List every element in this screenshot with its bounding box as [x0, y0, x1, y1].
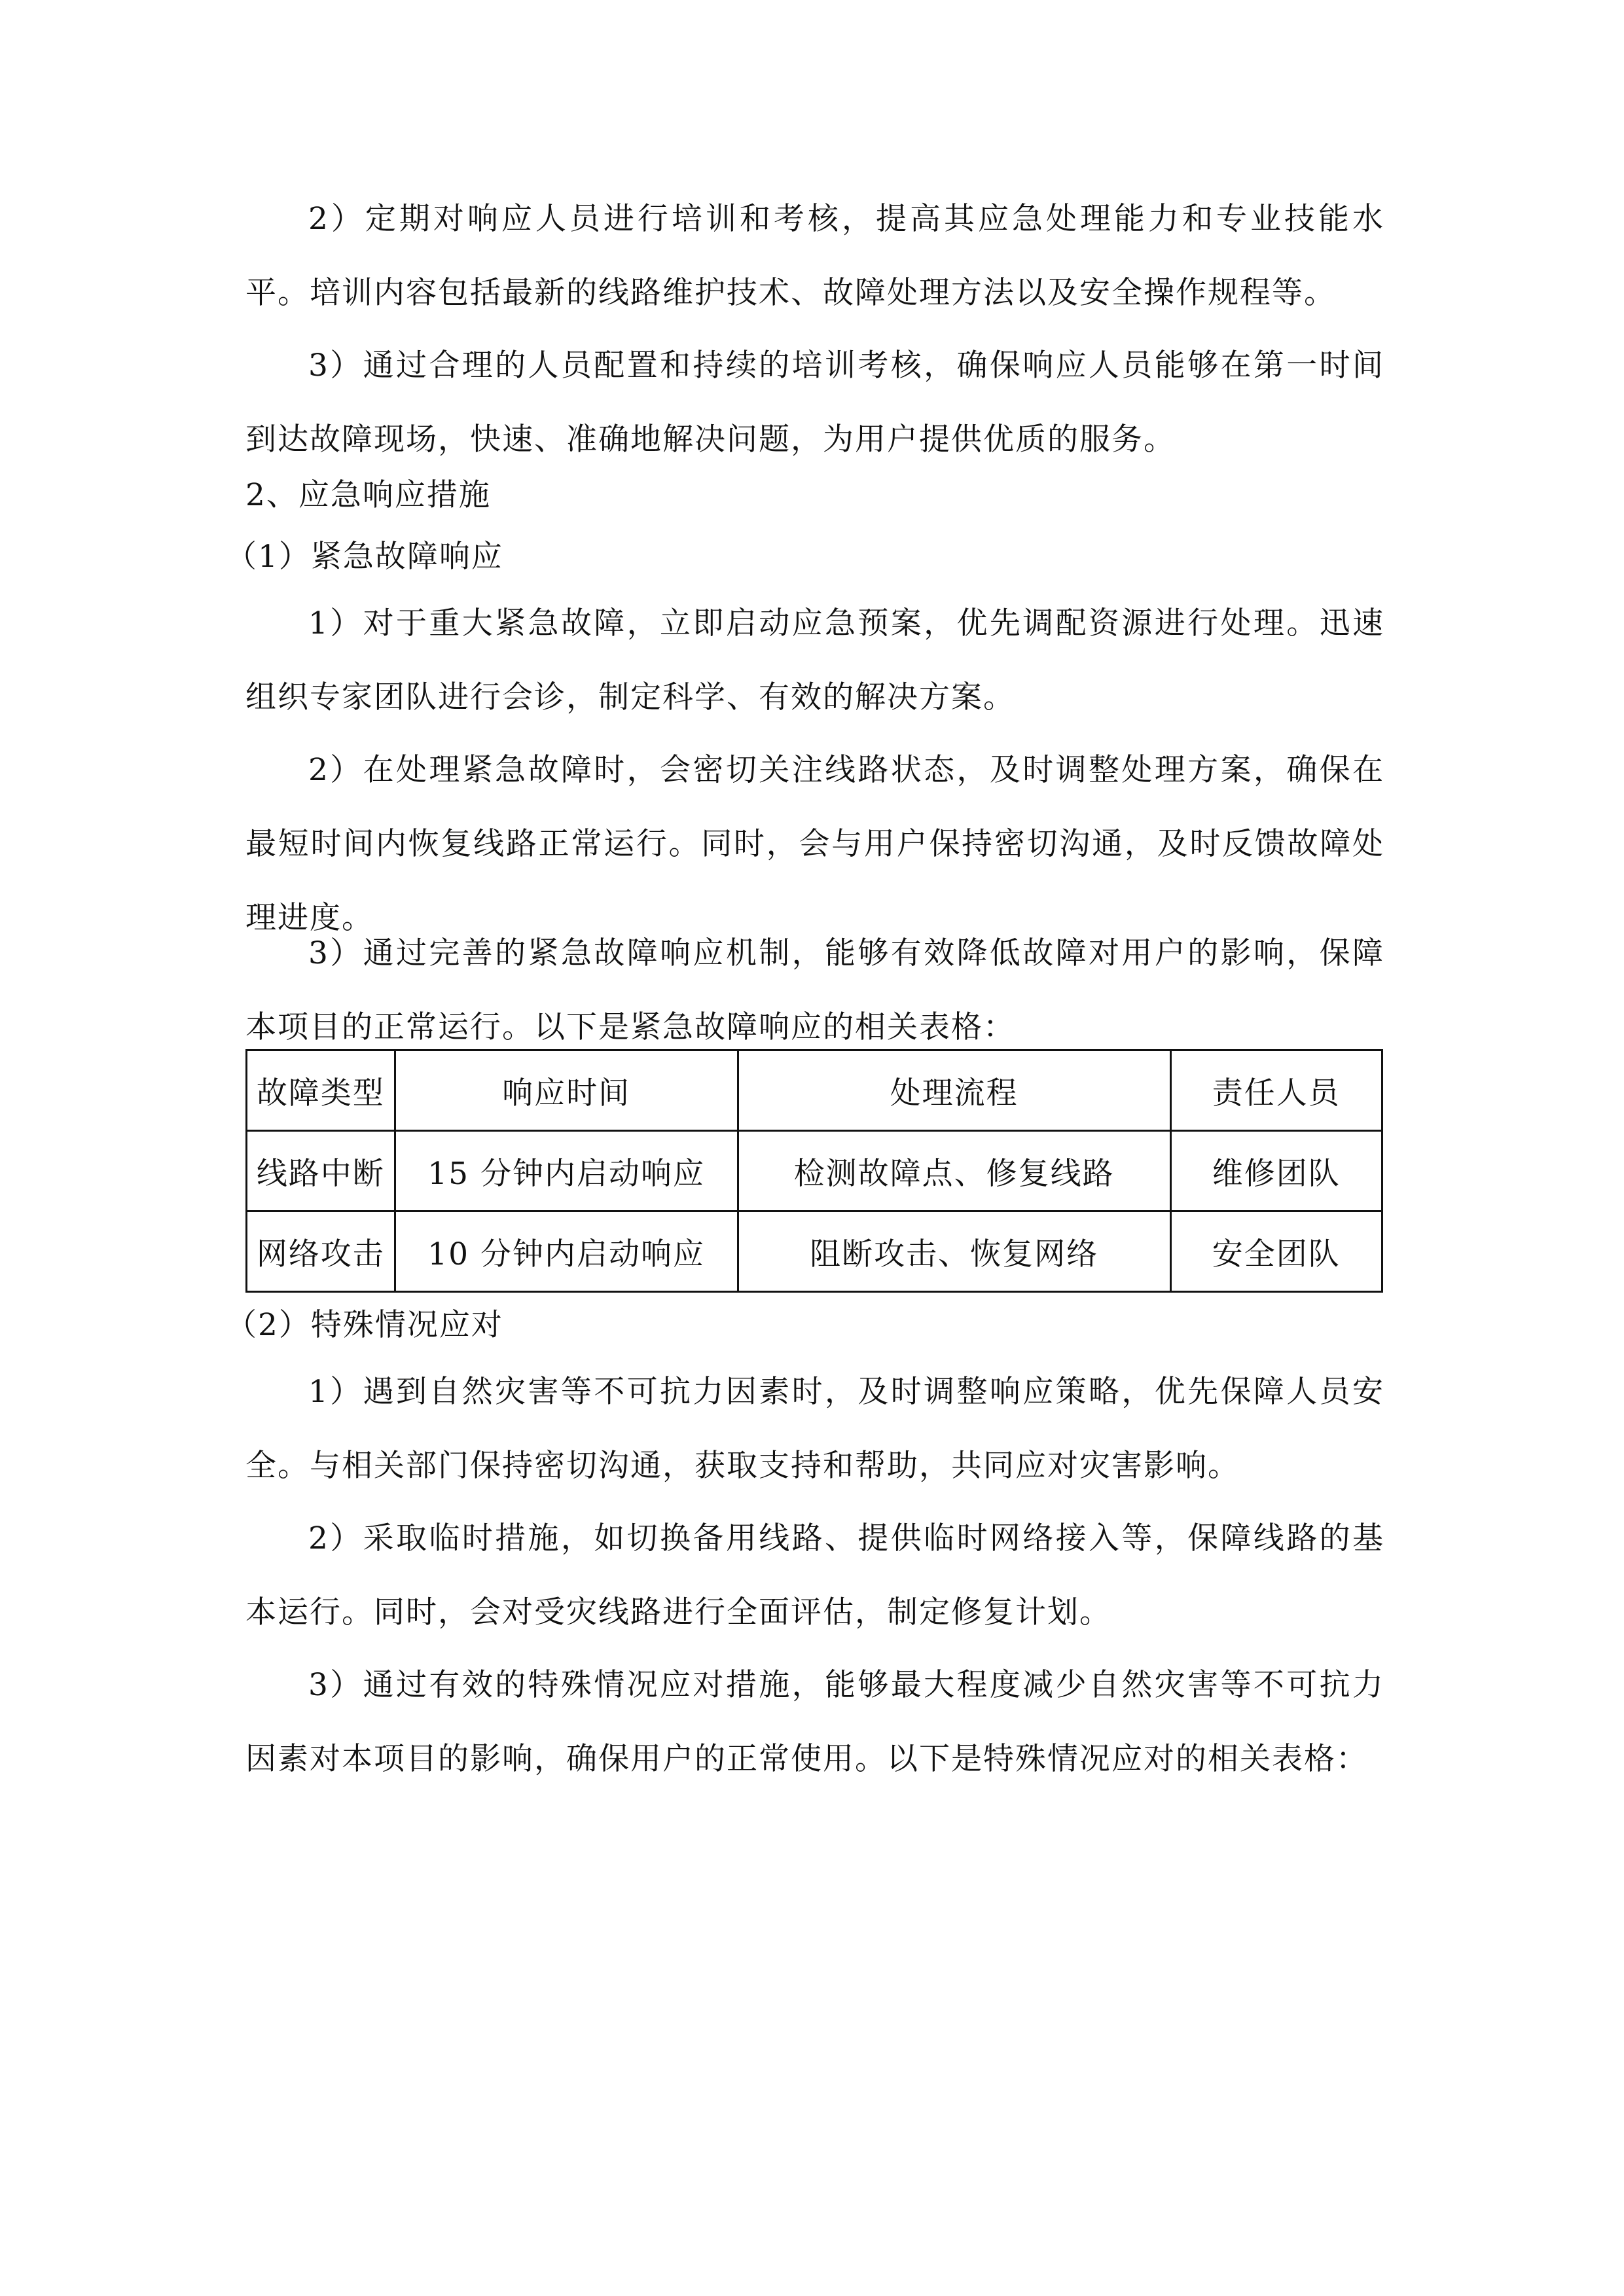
table-cell: 安全团队 — [1170, 1211, 1382, 1292]
table-cell: 15 分钟内启动响应 — [395, 1131, 738, 1211]
paragraph-emergency-2: 2）在处理紧急故障时，会密切关注线路状态，及时调整处理方案，确保在最短时间内恢复线路正常运行。同时，会与用户保持密切沟通，及时反馈故障处理进度。 — [245, 752, 1384, 936]
table-cell: 网络攻击 — [247, 1211, 395, 1292]
subsection-heading-emergency: （1）紧急故障响应 — [226, 539, 503, 575]
paragraph-staffing: 3）通过合理的人员配置和持续的培训考核，确保响应人员能够在第一时间到达故障现场，快速、准确地解决问题，为用户提供优质的服务。 — [245, 348, 1384, 457]
table-cell: 维修团队 — [1170, 1131, 1382, 1211]
paragraph-special-2: 2）采取临时措施，如切换备用线路、提供临时网络接入等，保障线路的基本运行。同时，会对受灾线路进行全面评估，制定修复计划。 — [245, 1520, 1384, 1630]
paragraph-training: 2）定期对响应人员进行培训和考核，提高其应急处理能力和专业技能水平。培训内容包括最新的线路维护技术、故障处理方法以及安全操作规程等。 — [245, 201, 1384, 311]
table-row — [247, 1131, 1382, 1211]
table-header-cell: 责任人员 — [1170, 1050, 1382, 1131]
table-cell: 阻断攻击、恢复网络 — [738, 1211, 1170, 1292]
section-heading: 2、应急响应措施 — [245, 477, 491, 513]
paragraph-emergency-1: 1）对于重大紧急故障，立即启动应急预案，优先调配资源进行处理。迅速组织专家团队进行会诊，制定科学、有效的解决方案。 — [245, 605, 1384, 715]
paragraph-emergency-3: 3）通过完善的紧急故障响应机制，能够有效降低故障对用户的影响，保障本项目的正常运行。以下是紧急故障响应的相关表格： — [245, 935, 1384, 1045]
table-row — [247, 1211, 1382, 1292]
paragraph-special-1: 1）遇到自然灾害等不可抗力因素时，及时调整响应策略，优先保障人员安全。与相关部门保持密切沟通，获取支持和帮助，共同应对灾害影响。 — [245, 1374, 1384, 1484]
emergency-response-table — [245, 1049, 1383, 1293]
subsection-heading-special: （2）特殊情况应对 — [226, 1307, 503, 1343]
table-header-cell: 响应时间 — [395, 1050, 738, 1131]
paragraph-special-3: 3）通过有效的特殊情况应对措施，能够最大程度减少自然灾害等不可抗力因素对本项目的影响，确保用户的正常使用。以下是特殊情况应对的相关表格： — [245, 1667, 1384, 1777]
table-cell: 检测故障点、修复线路 — [738, 1131, 1170, 1211]
table-header-cell: 故障类型 — [247, 1050, 395, 1131]
table-header-cell: 处理流程 — [738, 1050, 1170, 1131]
table-cell: 10 分钟内启动响应 — [395, 1211, 738, 1292]
table-cell: 线路中断 — [247, 1131, 395, 1211]
table-header-row — [247, 1050, 1382, 1131]
